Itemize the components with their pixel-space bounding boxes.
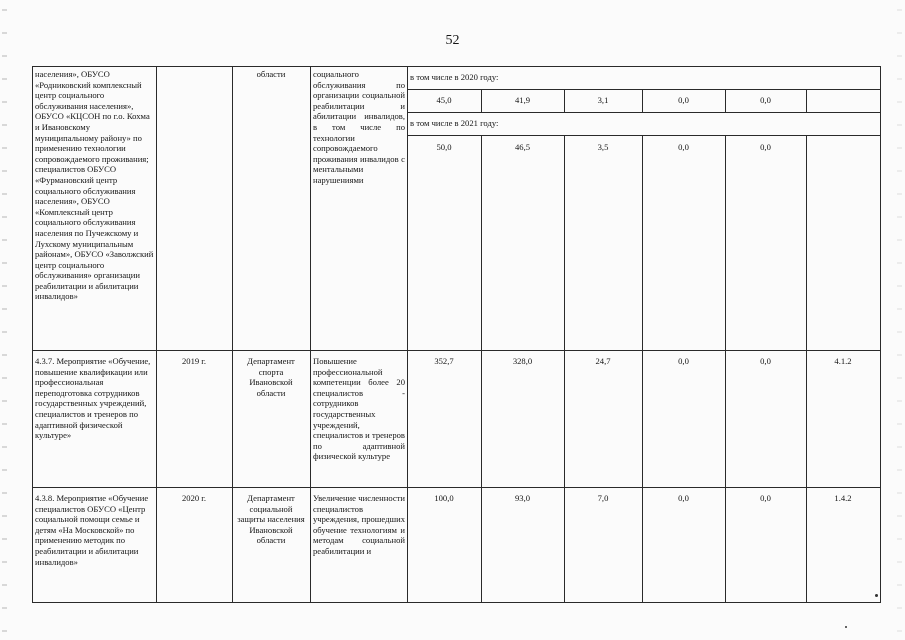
row-a-note-2020: в том числе в 2020 году:	[410, 72, 499, 82]
row-b-regional: 24,7	[595, 356, 611, 366]
left-scan-edge	[2, 0, 7, 640]
row-a-2021-total: 50,0	[436, 142, 452, 152]
row-b-department: Департамент спорта Ивановской области	[247, 356, 295, 398]
row-b-year: 2019 г.	[181, 356, 207, 366]
row-b-other: 0,0	[760, 356, 771, 366]
row-a-executors: населения», ОБУСО «Родниковский комплексный центр социального обслуживания населения», ОБУСО «КЦСОН по г.о. Кохма и Ивановскому муниципальному району» по применению технологии сопровождаемого проживания; специалистов ОБУСО «Фурмановский центр социального обслуживания населения», ОБУСО «Комплексный центр социального обслуживания населения по Пучежскому и Лухскому муниципальным районам», ОБУСО «Заволжский центр социального обслуживания» организации реабилитации и абилитации инвалидов»	[35, 69, 154, 302]
row-a-department: области	[256, 69, 286, 79]
scan-speck	[845, 626, 847, 628]
row-c-local: 0,0	[678, 493, 689, 503]
row-c-total: 100,0	[434, 493, 454, 503]
row-b-code: 4.1.2	[834, 356, 852, 366]
row-c-code: 1.4.2	[834, 493, 852, 503]
row-a-2021-other: 0,0	[760, 142, 771, 152]
row-c-name: 4.3.8. Мероприятие «Обучение специалистов ОБУСО «Центр социальной помощи семье и детям «На Московской» по применению методик по реабилитации и абилитации инвалидов»	[35, 493, 149, 567]
row-a-2021-regional: 3,5	[597, 142, 609, 152]
row-a-2020-total: 45,0	[436, 95, 452, 105]
row-b-local: 0,0	[678, 356, 689, 366]
scan-speck	[875, 594, 878, 597]
row-a-2020-other: 0,0	[760, 95, 771, 105]
row-a-2020-federal: 41,9	[514, 95, 531, 105]
row-c-year: 2020 г.	[181, 493, 207, 503]
row-c-regional: 7,0	[597, 493, 609, 503]
right-scan-edge	[897, 0, 902, 640]
page-number: 52	[445, 33, 460, 48]
row-a-2021-local: 0,0	[678, 142, 689, 152]
row-b-result: Повышение профессиональной компетенции более 20 специалистов - сотрудников государственных учреждений, специалистов и тренеров по адаптивной физической культуре	[313, 356, 405, 462]
row-a-2021-federal: 46,5	[514, 142, 531, 152]
row-c-result: Увеличение численности специалистов учреждения, прошедших обучение технологиям и методам социальной реабилитации и	[313, 493, 405, 556]
row-b-total: 352,7	[434, 356, 454, 366]
row-c-federal: 93,0	[514, 493, 531, 503]
row-b-federal: 328,0	[512, 356, 533, 366]
row-a-note-2021: в том числе в 2021 году:	[410, 118, 499, 128]
row-b-name: 4.3.7. Мероприятие «Обучение, повышение квалификации или профессиональная переподготовка сотрудников государственных учреждений, специалистов и тренеров по адаптивной физической культуре»	[35, 356, 151, 441]
row-a-2020-regional: 3,1	[597, 95, 609, 105]
row-a-2020-local: 0,0	[678, 95, 689, 105]
row-c-other: 0,0	[760, 493, 771, 503]
row-a-result: социального обслуживания по организации социальной реабилитации и абилитации инвалидов, в том числе по технологии сопровождаемого проживания инвалидов с ментальными нарушениями	[313, 69, 405, 185]
row-c-department: Департамент социальной защиты населения Ивановской области	[237, 493, 305, 546]
